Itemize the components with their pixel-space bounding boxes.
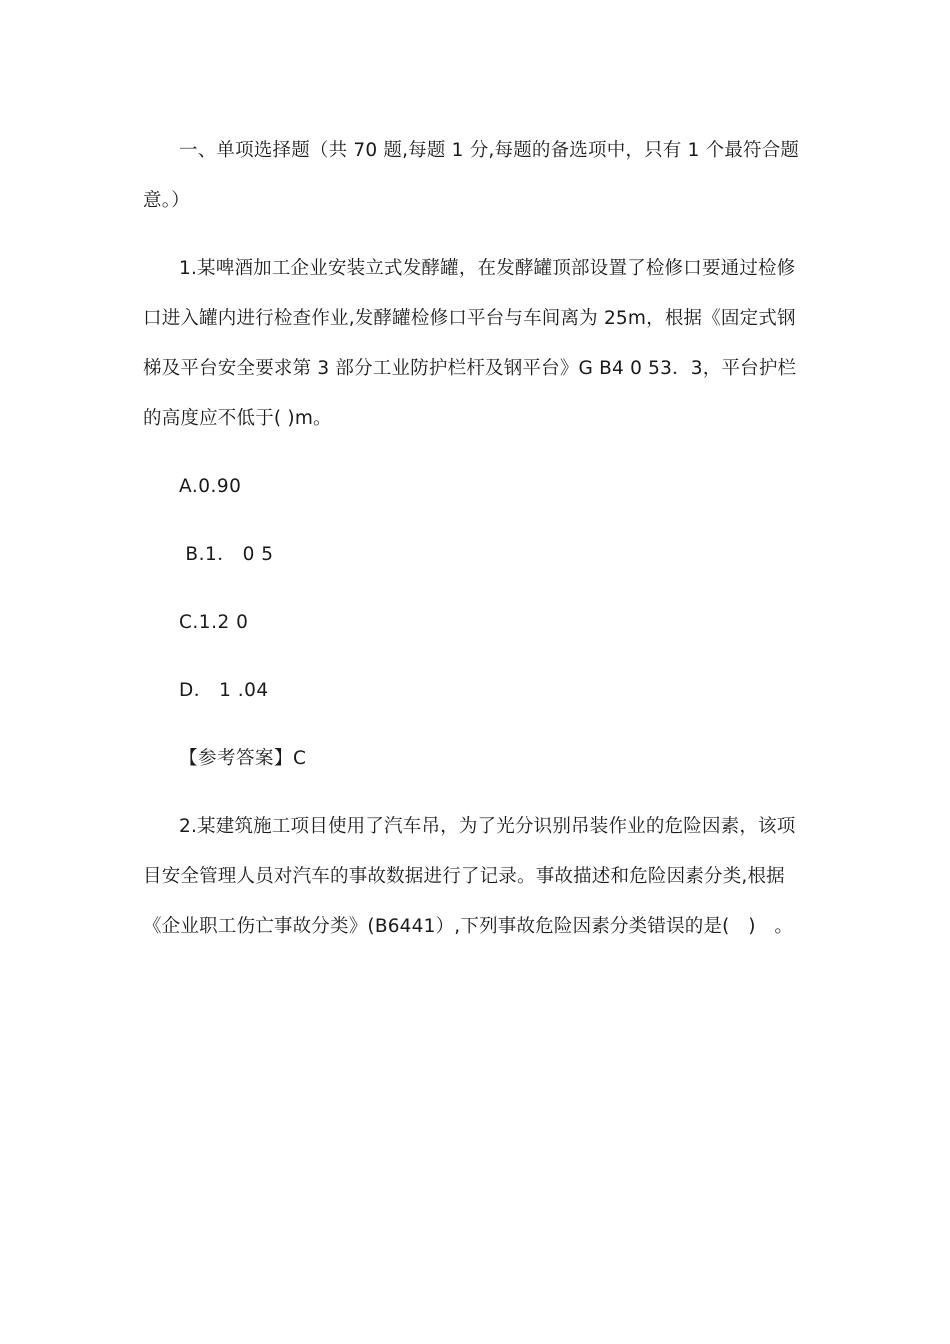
question-1-option-d: D． 1 .04	[179, 680, 269, 701]
spacer	[143, 512, 808, 530]
spacer	[143, 784, 808, 802]
question-1-stem: 1.某啤酒加工企业安装立式发酵罐，在发酵罐顶部设置了检修口要通过检修口进入罐内进行检查作业,发酵罐检修口平台与车间离为 25m，根据《固定式钢梯及平台安全要求第 3 部分工业防护栏杆及钢平台》G B4 0 53．3，平台护栏的高度应不低于( )m。	[143, 258, 797, 429]
spacer	[143, 226, 808, 244]
question-1-option-b: B.1． 0 5	[179, 544, 274, 565]
spacer	[143, 648, 808, 666]
document-body	[143, 126, 808, 952]
question-1-answer: 【参考答案】C	[179, 748, 307, 769]
question-1-option-c: C.1.2 0	[179, 612, 249, 633]
spacer	[143, 580, 808, 598]
question-1-option-a: A.0.90	[179, 476, 242, 497]
question-2-stem: 2.某建筑施工项目使用了汽车吊，为了光分识别吊装作业的危险因素，该项目安全管理人员对汽车的事故数据进行了记录。事故描述和危险因素分类,根据《企业职工伤亡事故分类》(B6441）,下列事故危险因素分类错误的是( ) 。	[143, 816, 796, 937]
spacer	[143, 716, 808, 734]
spacer	[143, 444, 808, 462]
section-heading: 一、单项选择题（共 70 题,每题 1 分,每题的备选项中，只有 1 个最符合题意。）	[143, 140, 800, 211]
